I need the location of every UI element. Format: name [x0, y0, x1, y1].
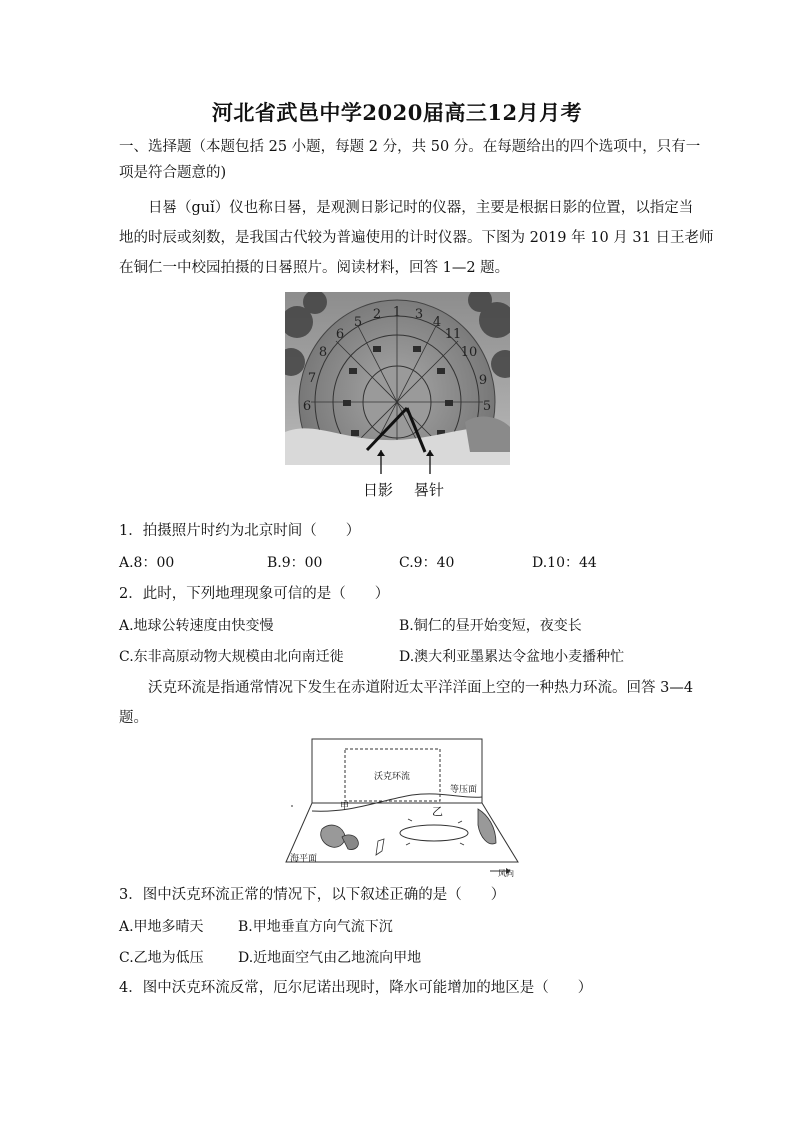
q2-option-c[interactable]: C.东非高原动物大规模由北向南迁徙 — [119, 649, 344, 665]
sundial-pointers — [360, 450, 450, 480]
hour-number: 6 — [302, 399, 312, 414]
q3-option-b[interactable]: B.甲地垂直方向气流下沉 — [238, 919, 393, 935]
page-title: 河北省武邑中学2020届高三12月月考 — [211, 100, 583, 125]
passage1-line1: 日晷（guǐ）仪也称日晷，是观测日影记时的仪器，主要是根据日影的位置，以指定当 — [148, 200, 694, 216]
walker-circulation-diagram — [282, 737, 522, 877]
hour-number: 10 — [460, 345, 478, 360]
question-3-stem: 3．图中沃克环流正常的情况下，以下叙述正确的是（ ） — [119, 887, 506, 903]
passage1-line2: 地的时辰或刻数，是我国古代较为普遍使用的计时仪器。下图为 2019 年 10 月 31 日王老师 — [119, 230, 714, 246]
hour-number: 2 — [372, 307, 382, 322]
label-needle: 晷针 — [414, 481, 445, 499]
q1-option-a[interactable]: A.8：00 — [119, 555, 175, 571]
label-jia: 甲 — [340, 802, 350, 812]
q2-option-d[interactable]: D.澳大利亚墨累达令盆地小麦播种忙 — [399, 649, 625, 665]
hour-number: 6 — [335, 327, 345, 342]
sundial-photo — [285, 292, 510, 465]
q2-option-a[interactable]: A.地球公转速度由快变慢 — [119, 618, 274, 634]
hour-number: 11 — [444, 327, 462, 342]
question-2-stem: 2．此时，下列地理现象可信的是（ ） — [119, 586, 390, 602]
hour-number: 5 — [482, 399, 492, 414]
hour-number: 3 — [414, 307, 424, 322]
label-wind-direction: 风向 — [498, 869, 514, 877]
hour-number: 1 — [392, 305, 402, 320]
q1-option-b[interactable]: B.9：00 — [267, 555, 323, 571]
question-4-stem: 4．图中沃克环流反常，厄尔尼诺出现时，降水可能增加的地区是（ ） — [119, 980, 593, 996]
section-instruction-line1: 一、选择题（本题包括 25 小题，每题 2 分，共 50 分。在每题给出的四个选项中，只有一 — [119, 139, 701, 155]
hour-number: 8 — [318, 345, 328, 360]
label-yi: 乙 — [432, 805, 443, 818]
passage2-line1: 沃克环流是指通常情况下发生在赤道附近太平洋洋面上空的一种热力环流。回答 3—4 — [148, 680, 694, 696]
hour-number: 5 — [353, 315, 363, 330]
label-sea-level: 海平面 — [290, 854, 318, 864]
q1-option-c[interactable]: C.9：40 — [399, 555, 455, 571]
label-isobar: 等压面 — [450, 785, 478, 795]
hour-number: 9 — [478, 373, 488, 388]
q1-option-d[interactable]: D.10：44 — [532, 555, 597, 571]
q3-option-a[interactable]: A.甲地多晴天 — [119, 919, 204, 935]
section-instruction-line2: 项是符合题意的) — [119, 165, 227, 181]
question-1-stem: 1．拍摄照片时约为北京时间（ ） — [119, 523, 361, 539]
q3-option-d[interactable]: D.近地面空气由乙地流向甲地 — [238, 950, 422, 966]
passage2-line2: 题。 — [119, 710, 148, 726]
label-shadow: 日影 — [363, 481, 394, 499]
q2-option-b[interactable]: B.铜仁的昼开始变短，夜变长 — [399, 618, 582, 634]
hour-number: 7 — [307, 371, 317, 386]
passage1-line3: 在铜仁一中校园拍摄的日晷照片。阅读材料，回答 1—2 题。 — [119, 260, 510, 276]
label-walker-circulation: 沃克环流 — [373, 772, 411, 782]
q3-option-c[interactable]: C.乙地为低压 — [119, 950, 204, 966]
hour-number: 4 — [432, 315, 442, 330]
